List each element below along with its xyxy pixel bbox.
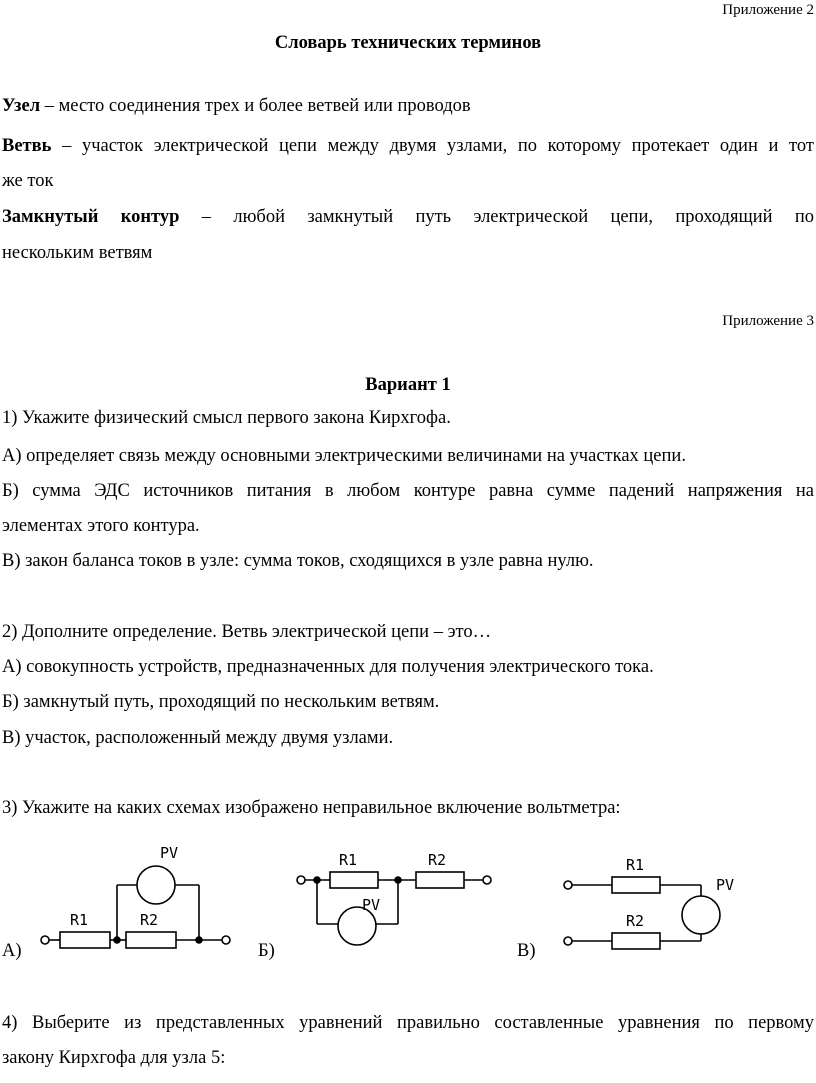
q2-text: 2) Дополните определение. Ветвь электрической цепи – это… <box>2 622 492 642</box>
term-definition: – место соединения трех и более ветвей или проводов <box>40 96 471 116</box>
q1-option-b-continued: элементах этого контура. <box>2 516 200 536</box>
term-loop-continued: нескольким ветвям <box>2 243 153 263</box>
term-name: Узел <box>2 96 41 116</box>
label-r2: R2 <box>140 911 159 929</box>
q3-option-c: В) <box>517 941 536 961</box>
label-pv: PV <box>716 876 735 894</box>
terminal-icon <box>564 937 572 945</box>
circuit-b <box>297 872 491 945</box>
q2-option-c: В) участок, расположенный между двумя узлами. <box>2 728 394 748</box>
terminal-icon <box>297 876 305 884</box>
variant-title: Вариант 1 <box>365 375 451 395</box>
voltmeter-pv <box>137 866 175 904</box>
label-pv: PV <box>160 844 179 862</box>
q2-option-a: А) совокупность устройств, предназначенных для получения электрического тока. <box>2 657 654 677</box>
label-pv: PV <box>362 896 381 914</box>
resistor-r1 <box>330 872 378 888</box>
q1-option-c: В) закон баланса токов в узле: сумма токов, сходящихся в узле равна нулю. <box>2 551 594 571</box>
q3-option-a: А) <box>2 941 22 961</box>
voltmeter-pv <box>682 896 720 934</box>
term-branch-continued: же ток <box>2 171 54 191</box>
q1-option-a: А) определяет связь между основными электрическими величинами на участках цепи. <box>2 446 686 466</box>
label-r1: R1 <box>339 851 358 869</box>
q1-text: 1) Укажите физический смысл первого закона Кирхгофа. <box>2 408 451 428</box>
resistor-r2 <box>612 933 660 949</box>
label-r1: R1 <box>70 911 89 929</box>
term-definition: – участок электрической цепи между двумя узлами, по которому протекает один и тот <box>51 136 814 156</box>
term-name: Ветвь <box>2 136 52 156</box>
q3-text: 3) Укажите на каких схемах изображено неправильное включение вольтметра: <box>2 798 621 818</box>
terminal-icon <box>222 936 230 944</box>
q3-option-b: Б) <box>258 941 275 961</box>
term-name: Замкнутый контур <box>2 207 180 227</box>
terminal-icon <box>41 936 49 944</box>
circuit-a <box>41 866 230 948</box>
term-definition: – любой замкнутый путь электрической цепи, проходящий по <box>179 207 814 227</box>
resistor-r2 <box>416 872 464 888</box>
q4-text-continued: закону Кирхгофа для узла 5: <box>2 1048 226 1068</box>
appendix-2-label: Приложение 2 <box>722 2 814 18</box>
resistor-r2 <box>126 932 176 948</box>
terminal-icon <box>564 881 572 889</box>
label-r2: R2 <box>428 851 447 869</box>
label-r2: R2 <box>626 912 645 930</box>
q2-option-b: Б) замкнутый путь, проходящий по нескольким ветвям. <box>2 692 440 712</box>
q1-option-b: Б) сумма ЭДС источников питания в любом контуре равна сумме падений напряжения на <box>2 481 814 501</box>
terminal-icon <box>483 876 491 884</box>
q4-text: 4) Выберите из представленных уравнений правильно составленные уравнения по первому <box>2 1013 814 1033</box>
label-r1: R1 <box>626 856 645 874</box>
appendix-3-label: Приложение 3 <box>722 313 814 329</box>
resistor-r1 <box>612 877 660 893</box>
glossary-title: Словарь технических терминов <box>274 33 542 53</box>
resistor-r1 <box>60 932 110 948</box>
